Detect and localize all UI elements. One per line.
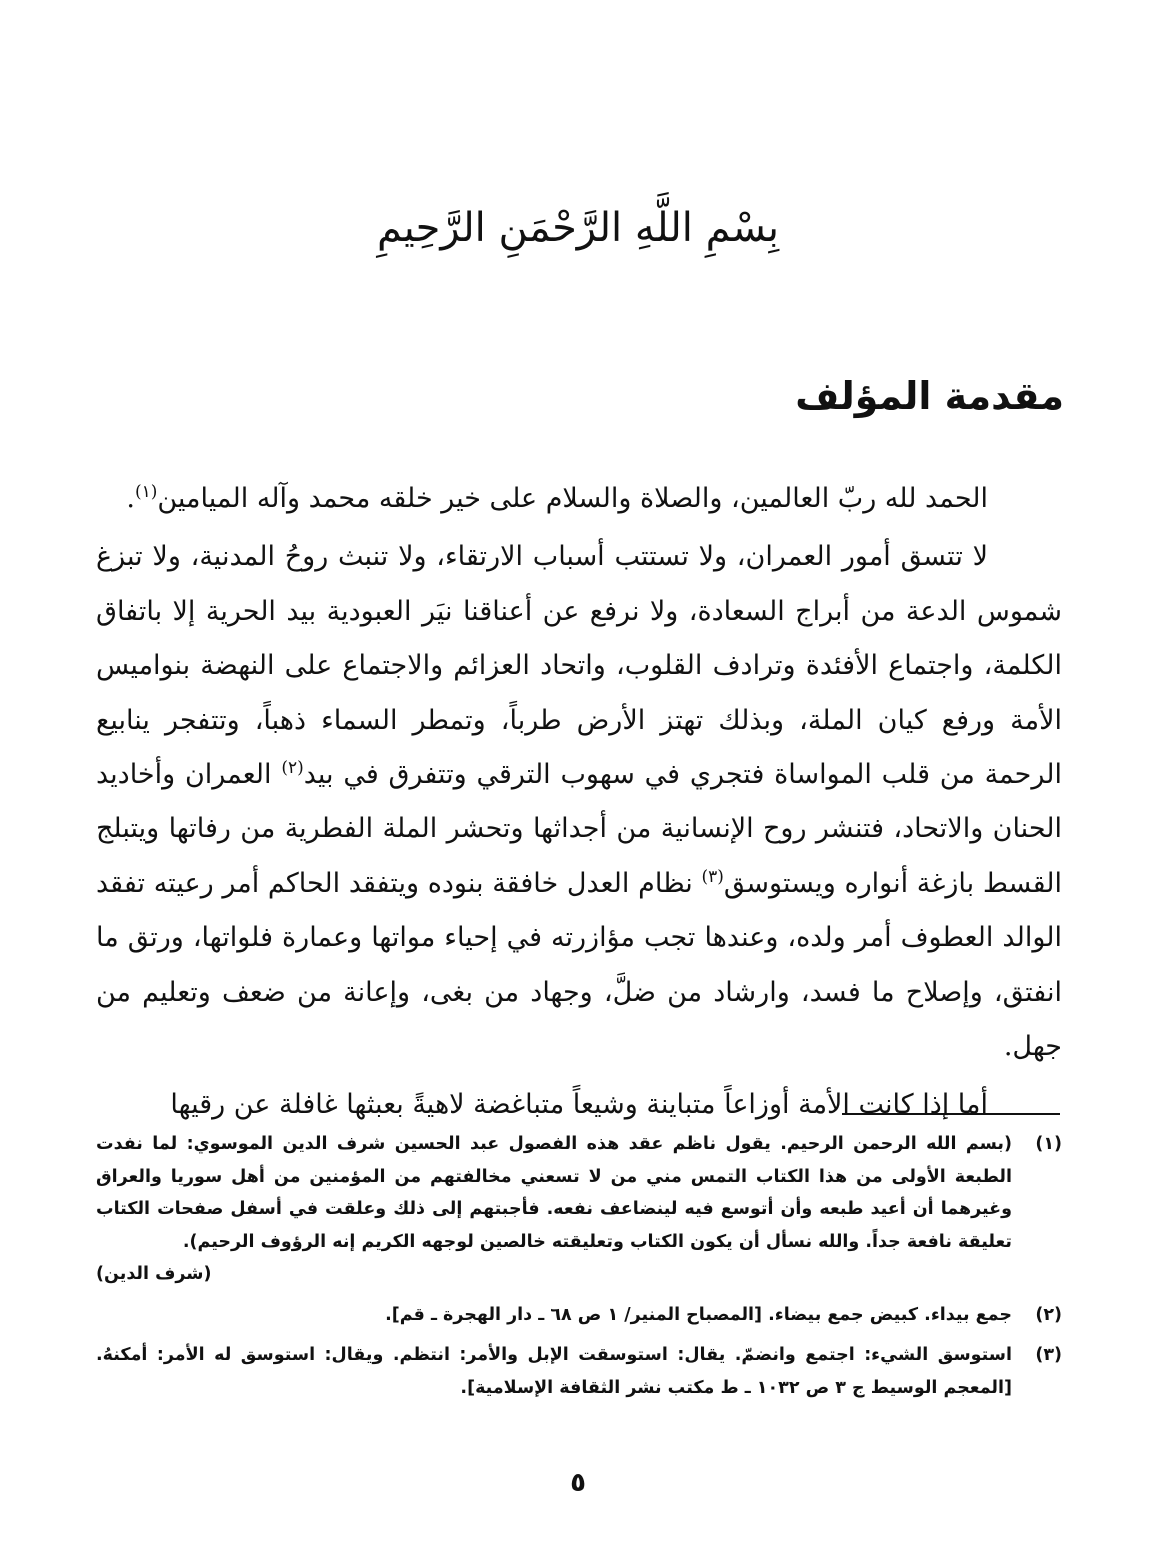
footnote-2-text: جمع بيداء. كبيض جمع بيضاء. [المصباح المنير/ ١ ص ٦٨ ـ دار الهجرة ـ قم]. [385,1304,1012,1325]
footnote-3-text: استوسق الشيء: اجتمع وانضمّ. يقال: استوسقت الإبل والأمر: انتظم. ويقال: استوسق له الأمر: أمكنهُ. [المعجم الوسيط ج ٣ ص ١٠٣٢ ـ ط مكتب نشر الثقافة الإسلامية]. [96,1345,1012,1398]
paragraph-1-tail: . [126,483,135,514]
paragraph-3-text: أما إذا كانت الأمة أوزاعاً متباينة وشيعاً متباغضة لاهيةً بعبثها غافلة عن رقيها [170,1089,988,1121]
footnote-1-number: (١) [1035,1134,1062,1154]
paragraph-1 [96,472,1062,526]
footnotes-section [96,1128,1062,1412]
main-text [96,472,1062,1133]
page-title: مقدمة المؤلف [795,374,1064,418]
footnote-3-number: (٣) [1035,1345,1062,1365]
footnote-ref-1: (١) [134,482,158,502]
page-number: ٥ [570,1468,586,1498]
footnote-1-body [96,1128,1012,1291]
footnote-separator [842,1113,1060,1115]
paragraph-1-text: الحمد لله ربّ العالمين، والصلاة والسلام على خير خلقه محمد وآله الميامين [157,483,988,514]
footnote-2-number: (٢) [1035,1304,1062,1325]
paragraph-2-part-2: العمران وأخاديد الحنان والاتحاد، فتنشر روح الإنسانية من أجداثها وتحشر الملة الفطرية من رفاتها ويتبلج القسط بازغة أنواره ويستوسق [96,759,1062,899]
footnote-1-signature: (شرف الدين) [96,1264,212,1284]
footnote-1-text: (بسم الله الرحمن الرحيم. يقول ناظم عقد هذه الفصول عبد الحسين شرف الدين الموسوي: لما نفدت الطبعة الأولى من هذا الكتاب التمس مني من لا تسعني مخالفتهم من المؤمنين من أهل سوريا والعراق وغيرهما أن أعيد طبعه وأن أتوسع فيه لينضاعف نفعه. فأجبتهم إلى ذلك وعلقت في أسفل صفحات الكتاب تعليقة نافعة جداً. والله نسأل أن يكون الكتاب وتعليقته خالصين لوجهه الكريم إنه الرؤوف الرحيم). [96,1134,1012,1252]
paragraph-3 [96,1078,1062,1132]
footnote-3 [96,1339,1062,1404]
basmala-calligraphy: بِسْمِ اللَّهِ الرَّحْمَنِ الرَّحِيمِ [376,205,780,251]
paragraph-2-part-3: نظام العدل خافقة بنوده ويتفقد الحاكم أمر رعيته تفقد الوالد العطوف أمر ولده، وعندها تجب مؤازرته في إحياء مواتها وعمارة فلواتها، ورتق ما انفتق، وإصلاح ما فسد، وارشاد من ضلَّ، وجهاد من بغى، وإعانة من ضعف وتعليم من جهل. [96,867,1062,1063]
paragraph-2 [96,530,1062,1074]
footnote-2 [96,1299,1062,1332]
paragraph-2-part-1: لا تتسق أمور العمران، ولا تستتب أسباب الارتقاء، ولا تنبث روحُ المدنية، ولا تبزغ شموس الدعة من أبراج السعادة، ولا نرفع عن أعناقنا نيَر العبودية بيد الحرية إلا باتفاق الكلمة، واجتماع الأفئدة وترادف القلوب، واتحاد العزائم والاجتماع على النهضة بنواميس الأمة ورفع كيان الملة، وبذلك تهتز الأرض طرباً، وتمطر السماء ذهباً، وتتفجر ينابيع الرحمة من قلب المواساة فتجري في سهوب الترقي وتتفرق في بيد [96,541,1062,791]
footnote-ref-3: (٣) [701,866,724,887]
footnote-ref-2: (٢) [281,758,304,779]
footnote-1 [96,1128,1062,1291]
